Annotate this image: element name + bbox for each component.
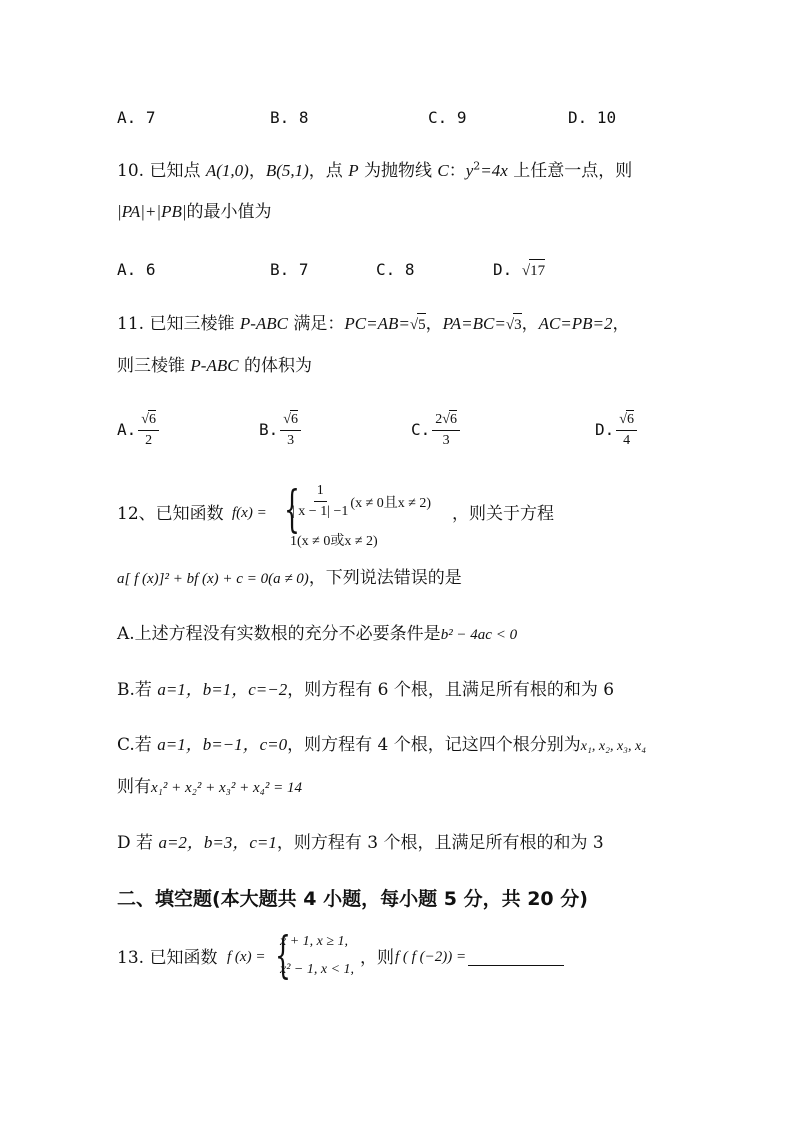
q10-text-e: 上任意一点，则 bbox=[507, 161, 633, 181]
q10-point-b: B(5,1) bbox=[265, 161, 309, 180]
q11-option-b-denominator: 3 bbox=[287, 433, 295, 448]
left-brace-icon: { bbox=[274, 926, 291, 984]
q10-eq-y: y bbox=[465, 161, 474, 180]
q10-point-a: A(1,0) bbox=[205, 161, 249, 180]
q12-case1-denominator: | x − 1| −1 bbox=[292, 504, 349, 519]
q10-text-b: ，点 bbox=[308, 161, 349, 181]
answer-blank[interactable] bbox=[468, 951, 564, 966]
q12-option-c-line-2 bbox=[117, 776, 302, 799]
q11-sep-3: ， bbox=[612, 314, 630, 334]
q12-equation-tail: ，下列说法错误的是 bbox=[308, 568, 462, 588]
q11-option-d-radicand: 6 bbox=[626, 412, 634, 427]
q11-eq-1: PC=AB= bbox=[344, 314, 410, 333]
q11-option-d-label: D. bbox=[595, 420, 615, 439]
q12-text-b: ，则关于方程 bbox=[452, 504, 554, 524]
q11-eq-3: AC=PB=2 bbox=[538, 314, 613, 333]
q10-option-a: A. 6 bbox=[117, 260, 156, 279]
fraction: $\frac{√6}{4}$ bbox=[616, 410, 637, 450]
q11-text-a: 11. 已知三棱锥 bbox=[117, 314, 240, 334]
q11-radicand-3: 3 bbox=[513, 313, 522, 336]
fraction bbox=[292, 482, 348, 521]
q11-line2-a: 则三棱锥 bbox=[117, 356, 191, 376]
q12-option-c-line2-math: x₁² + x₂² + x₃² + x₄² = 14 bbox=[151, 780, 302, 796]
q13-case-2: x² − 1, x < 1, bbox=[280, 962, 355, 977]
q11-option-d-denominator: 4 bbox=[623, 433, 631, 448]
q11-line-2 bbox=[117, 355, 312, 377]
q10-option-d bbox=[493, 259, 545, 282]
q12-option-a-text: A.上述方程没有实数根的充分不必要条件是 bbox=[117, 624, 441, 644]
sqrt-symbol: √5 bbox=[410, 313, 426, 336]
q9-option-c: C. 9 bbox=[428, 108, 467, 127]
q10-expression: |PA|+|PB| bbox=[117, 202, 187, 221]
q9-option-b: B. 8 bbox=[270, 108, 309, 127]
q11-option-a-denominator: 2 bbox=[145, 433, 153, 448]
q10-text-a: 10. 已知点 bbox=[117, 161, 206, 181]
q11-pyramid: P-ABC bbox=[239, 314, 288, 333]
q12-option-d-values: a=2，b=3，c=1 bbox=[158, 833, 277, 852]
q12-option-d-prefix: D 若 bbox=[117, 833, 159, 853]
q11-option-d bbox=[595, 410, 639, 450]
q11-option-b-radicand: 6 bbox=[290, 412, 298, 427]
fraction: $\frac{√6}{2}$ bbox=[138, 410, 159, 450]
q12-option-b-text: ，则方程有 6 个根，且满足所有根的和为 6 bbox=[287, 680, 615, 700]
q11-eq-2: PA=BC= bbox=[442, 314, 506, 333]
section-heading: 二、填空题(本大题共 4 小题，每小题 5 分，共 20 分) bbox=[117, 888, 588, 910]
q12-option-c-line2-prefix: 则有 bbox=[117, 777, 151, 797]
q12-option-d-text: ，则方程有 3 个根，且满足所有根的和为 3 bbox=[276, 833, 604, 853]
q11-line2-b: 的体积为 bbox=[238, 356, 312, 376]
q11-sep-2: ， bbox=[521, 314, 539, 334]
q11-option-c-radicand: 6 bbox=[449, 412, 457, 427]
q10-line2-text: 的最小值为 bbox=[186, 202, 272, 222]
q13-text-a: 13. 已知函数 bbox=[117, 948, 218, 968]
q10-option-b: B. 7 bbox=[270, 260, 309, 279]
q12-option-a bbox=[117, 623, 517, 646]
q10-line-1 bbox=[117, 160, 632, 182]
q11-sep-1: ， bbox=[425, 314, 443, 334]
q12-case1-condition: (x ≠ 0且x ≠ 2) bbox=[350, 495, 432, 511]
q11-line2-pyramid: P-ABC bbox=[190, 356, 239, 375]
q13-case-1: x + 1, x ≥ 1, bbox=[280, 934, 349, 949]
q9-option-d: D. 10 bbox=[568, 108, 617, 127]
q11-option-c-coef: 2 bbox=[435, 412, 443, 427]
q12-option-c-prefix: C.若 bbox=[117, 735, 158, 755]
q12-option-d bbox=[117, 832, 604, 854]
q9-option-a: A. 7 bbox=[117, 108, 156, 127]
q10-text-c: 为抛物线 bbox=[358, 161, 438, 181]
q13-fx: f (x) = bbox=[227, 949, 266, 965]
q12-equation: a[ f (x)]² + bf (x) + c = 0(a ≠ 0) bbox=[117, 571, 309, 587]
fraction: $\frac{2√6}{3}$ bbox=[432, 410, 460, 450]
q12-equation-line bbox=[117, 567, 462, 590]
q10-curve-c: C bbox=[437, 161, 449, 180]
q12-case-2: 1(x ≠ 0或x ≠ 2) bbox=[290, 534, 378, 549]
q10-separator: ， bbox=[248, 161, 266, 181]
q11-text-b: 满足： bbox=[288, 314, 345, 334]
q11-option-a-label: A. bbox=[117, 420, 137, 439]
sqrt-symbol: √17 bbox=[522, 259, 545, 282]
q10-option-d-radicand: 17 bbox=[529, 259, 545, 282]
q11-option-c-label: C. bbox=[411, 420, 431, 439]
q10-option-c: C. 8 bbox=[376, 260, 415, 279]
q11-option-b-label: B. bbox=[259, 420, 279, 439]
q10-option-d-label: D. bbox=[493, 260, 513, 279]
sqrt-symbol: √3 bbox=[506, 313, 522, 336]
left-brace-icon: { bbox=[283, 480, 300, 538]
q12-option-b-values: a=1，b=1，c=−2 bbox=[157, 680, 288, 699]
q12-case1-numerator: 1 bbox=[314, 482, 327, 502]
q10-eq-rest: =4x bbox=[480, 161, 508, 180]
q11-option-c-denominator: 3 bbox=[442, 433, 450, 448]
q12-option-c-roots: x₁, x₂, x₃, x₄ bbox=[580, 739, 647, 754]
q12-option-a-math: b² − 4ac < 0 bbox=[440, 627, 518, 643]
q13-text-b: ，则 bbox=[360, 948, 394, 968]
q12-option-b-prefix: B.若 bbox=[117, 680, 158, 700]
q11-option-c bbox=[411, 410, 462, 450]
q11-option-a bbox=[117, 410, 161, 450]
q12-option-b bbox=[117, 679, 614, 701]
q10-point-p: P bbox=[348, 161, 359, 180]
fraction: $\frac{√6}{3}$ bbox=[280, 410, 301, 450]
q11-line-1 bbox=[117, 313, 630, 336]
q12-fx: f(x) = bbox=[232, 505, 267, 521]
q10-text-d: ： bbox=[448, 161, 466, 181]
q13-query: f ( f (−2)) = bbox=[395, 949, 467, 965]
q12-option-c bbox=[117, 734, 646, 758]
q12-option-c-values: a=1，b=−1，c=0 bbox=[157, 735, 288, 754]
q12-text-a: 12、已知函数 bbox=[117, 504, 224, 524]
q12-option-c-text: ，则方程有 4 个根，记这四个根分别为 bbox=[287, 735, 581, 755]
q11-radicand-5: 5 bbox=[417, 313, 426, 336]
q11-option-a-radicand: 6 bbox=[148, 412, 156, 427]
q11-option-b bbox=[259, 410, 303, 450]
q10-line-2 bbox=[117, 201, 272, 223]
q10-eq-exp: 2 bbox=[473, 159, 481, 173]
q12-case-1 bbox=[290, 482, 431, 521]
